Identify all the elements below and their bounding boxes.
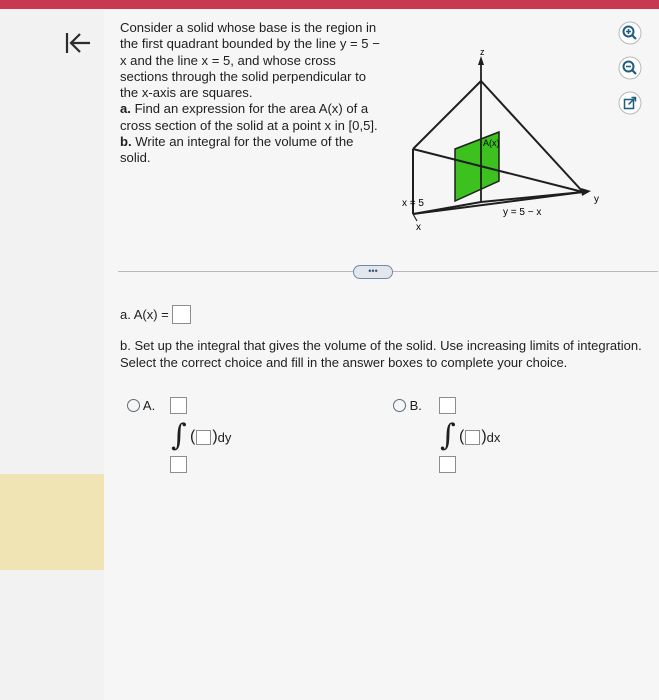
problem-intro: Consider a solid whose base is the region in the first quadrant bounded by the line y = 5 − x and the line x = 5, and whose cross sections through the solid perpendicular to the x-axis are squares.	[120, 20, 380, 101]
choice-b-close-paren: )	[481, 428, 487, 445]
problem-statement	[120, 20, 382, 167]
problem-part-a	[120, 101, 382, 134]
choice-b-integrand-box[interactable]	[465, 430, 480, 445]
choice-a-integrand	[190, 428, 231, 446]
part-a-text: Find an expression for the area A(x) of a cross section of the solid at a point x in [0,5].	[120, 101, 378, 133]
choice-b-integrand	[459, 428, 500, 446]
line-y-5-minus-x	[413, 192, 583, 214]
choice-a-open-paren: (	[190, 428, 196, 445]
x-axis-label: x	[416, 222, 421, 233]
line-x-5-label: x = 5	[402, 198, 424, 209]
zoom-out-icon[interactable]	[618, 56, 642, 80]
part-b-text: Write an integral for the volume of the solid.	[120, 134, 354, 166]
choice-a-label: A.	[142, 398, 156, 413]
choice-b-upper-limit[interactable]	[439, 397, 456, 414]
choice-a-integrand-box[interactable]	[196, 430, 211, 445]
solid-figure	[395, 44, 610, 244]
choice-b-lower-limit[interactable]	[439, 456, 456, 473]
part-a-answer	[120, 305, 191, 324]
choice-a[interactable]	[127, 398, 155, 413]
line-y-label: y = 5 − x	[503, 207, 542, 218]
zoom-in-icon[interactable]	[618, 21, 642, 45]
expand-more-button[interactable]: •••	[353, 265, 393, 279]
choice-a-upper-limit[interactable]	[170, 397, 187, 414]
part-a-prompt: a. A(x) =	[120, 307, 169, 322]
top-accent-bar	[0, 0, 659, 9]
choice-a-close-paren: )	[212, 428, 218, 445]
part-b-label: b.	[120, 134, 132, 150]
left-highlight-strip	[0, 474, 104, 570]
area-label: A(x)	[483, 138, 500, 148]
left-pane	[0, 9, 104, 700]
part-b-prompt: b. Set up the integral that gives the volume of the solid. Use increasing limits of integration. Select the correct choice and fill in the answer boxes to complete your choice.	[120, 338, 642, 370]
choice-b-differential: dx	[486, 429, 501, 445]
z-axis-label: z	[480, 47, 485, 57]
choice-b[interactable]	[393, 398, 422, 413]
choice-b-radio[interactable]	[393, 399, 406, 412]
open-external-icon[interactable]	[618, 91, 642, 115]
problem-part-b	[120, 134, 382, 167]
first-page-icon[interactable]	[60, 28, 96, 58]
choice-b-integral-sign: ∫	[440, 418, 456, 453]
choice-a-integral-sign: ∫	[171, 418, 187, 453]
area-answer-box[interactable]	[172, 305, 191, 324]
choice-b-label: B.	[409, 398, 422, 413]
choice-a-differential: dy	[217, 429, 232, 445]
y-axis-label: y	[594, 194, 599, 205]
choice-b-open-paren: (	[459, 428, 465, 445]
choice-a-radio[interactable]	[127, 399, 140, 412]
part-a-label: a.	[120, 101, 131, 117]
choice-a-lower-limit[interactable]	[170, 456, 187, 473]
